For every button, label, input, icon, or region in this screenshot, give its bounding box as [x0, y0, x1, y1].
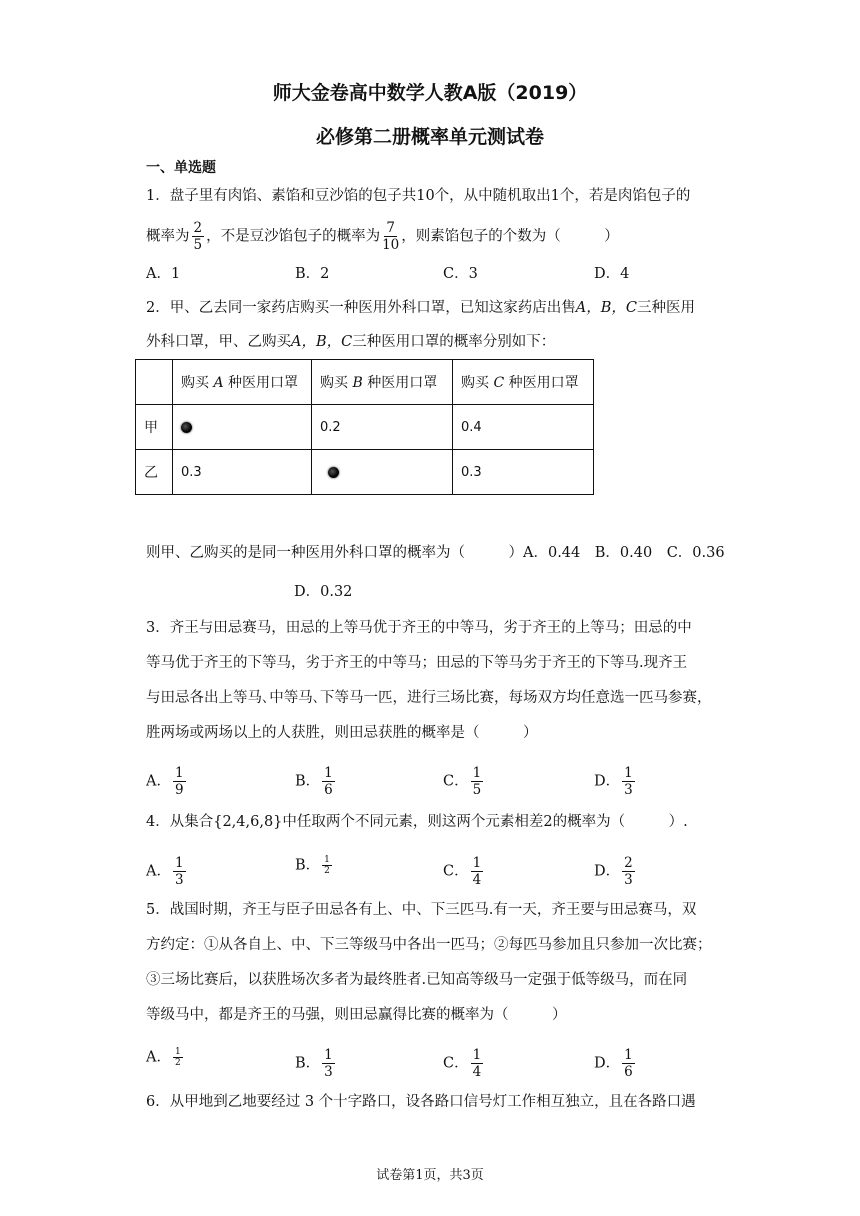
- q4-option-a[interactable]: A． $\frac{1}{3}$: [146, 855, 184, 888]
- q3-option-b[interactable]: B． $\frac{1}{6}$: [295, 765, 333, 798]
- q5-option-a[interactable]: A． $\frac{1}{2}$: [146, 1047, 181, 1068]
- q1-line1: 1．盘子里有肉馅、素馅和豆沙馅的包子共10个，从中随机取出1个，若是肉馅包子的: [146, 188, 691, 204]
- blank-dot-cell: [173, 405, 312, 450]
- table-row: [136, 405, 594, 450]
- q1-f1-den: 5: [193, 237, 203, 253]
- q2-text-d: 三种医用口罩的概率分别如下：: [352, 334, 556, 350]
- q1-text-b: ，不是豆沙馅包子的概率为: [206, 228, 381, 245]
- exam-title: 师大金卷高中数学人教A版（2019）: [272, 82, 588, 104]
- q1-fraction-2: [382, 220, 399, 253]
- blank-dot-icon: [328, 467, 339, 478]
- q1-text-a: 概率为: [146, 228, 190, 245]
- q6-line1: 6．从甲地到乙地要经过 3 个十字路口，设各路口信号灯工作相互独立，且在各路口遇: [146, 1094, 696, 1110]
- blank-dot-icon: [181, 422, 192, 433]
- q5-line3: ③三场比赛后，以获胜场次多者为最终胜者.已知高等级马一定强于低等级马，而在同: [146, 972, 688, 988]
- q5-line1: 5．战国时期，齐王与臣子田忌各有上、中、下三匹马.有一天，齐王要与田忌赛马，双: [146, 902, 697, 918]
- q1-option-d[interactable]: D．4: [594, 266, 630, 282]
- q1-f1-num: 2: [193, 220, 203, 236]
- q1-fraction-1: [192, 220, 205, 253]
- q4-line1: 4．从集合{2,4,6,8}中任取两个不同元素，则这两个元素相差2的概率为（ ）.: [146, 814, 688, 830]
- table-corner-cell: [136, 360, 173, 405]
- q3-option-c[interactable]: C． $\frac{1}{5}$: [443, 765, 482, 798]
- q5-line2: 方约定：①从各自上、中、下三等级马中各出一匹马；②每匹马参加且只参加一次比赛；: [146, 937, 712, 953]
- q3-option-d[interactable]: D． $\frac{1}{3}$: [594, 765, 633, 798]
- q4-option-b[interactable]: B． $\frac{1}{2}$: [295, 855, 330, 876]
- table-cell: 0.3: [173, 450, 312, 495]
- q3-line1: 3．齐王与田忌赛马，田忌的上等马优于齐王的中等马，劣于齐王的上等马；田忌的中: [146, 620, 692, 636]
- header-b: 购买 B 种医用口罩: [312, 360, 453, 405]
- q2-text-b: 三种医用: [636, 300, 695, 316]
- table-cell: 0.3: [453, 450, 594, 495]
- q1-option-c[interactable]: C．3: [443, 266, 478, 282]
- table-row: [136, 450, 594, 495]
- q2-text-a: 2．甲、乙去同一家药店购买一种医用外科口罩，已知这家药店出售: [146, 300, 576, 316]
- q3-line3: 与田忌各出上等马､中等马､下等马一匹，进行三场比赛，每场双方均任意选一匹马参赛，: [146, 690, 712, 706]
- q3-line4: 胜两场或两场以上的人获胜，则田忌获胜的概率是（ ）: [146, 725, 538, 741]
- header-c: 购买 C 种医用口罩: [453, 360, 594, 405]
- blank-dot-cell: [312, 450, 453, 495]
- q1-line2: [146, 220, 619, 253]
- q4-option-c[interactable]: C． $\frac{1}{4}$: [443, 855, 482, 888]
- q2-abc-2: A，B，C: [291, 334, 353, 350]
- q2-line2: [146, 332, 555, 352]
- header-a: 购买 A 种医用口罩: [173, 360, 312, 405]
- q2-stem: 则甲、乙购买的是同一种医用外科口罩的概率为（ ）A．0.44 B．0.40 C．0.36: [146, 545, 725, 561]
- table-cell: 0.2: [312, 405, 453, 450]
- section-heading: 一、单选题: [146, 160, 216, 176]
- table-cell: 0.4: [453, 405, 594, 450]
- row-label-jia: 甲: [136, 405, 173, 450]
- page-footer: 试卷第1页，共3页: [376, 1168, 484, 1183]
- q1-f2-den: 10: [382, 237, 400, 253]
- q2-abc-1: A，B，C: [575, 300, 637, 316]
- q1-text-c: ，则素馅包子的个数为（ ）: [401, 228, 619, 245]
- q2-option-d[interactable]: D．0.32: [294, 584, 353, 600]
- q3-option-a[interactable]: A． $\frac{1}{9}$: [146, 765, 184, 798]
- q2-line1: [146, 298, 695, 318]
- q1-option-b[interactable]: B．2: [295, 266, 330, 282]
- q5-line4: 等级马中，都是齐王的马强，则田忌赢得比赛的概率为（ ）: [146, 1007, 567, 1023]
- q5-option-d[interactable]: D． $\frac{1}{6}$: [594, 1047, 633, 1080]
- q1-f2-num: 7: [386, 220, 395, 236]
- q3-line2: 等马优于齐王的下等马，劣于齐王的中等马；田忌的下等马劣于齐王的下等马.现齐王: [146, 655, 688, 671]
- row-label-yi: 乙: [136, 450, 173, 495]
- q5-option-b[interactable]: B． $\frac{1}{3}$: [295, 1047, 333, 1080]
- probability-table: [135, 359, 594, 495]
- q2-text-c: 外科口罩，甲、乙购买: [146, 334, 291, 350]
- exam-subtitle: 必修第二册概率单元测试卷: [315, 126, 544, 148]
- q4-option-d[interactable]: D． $\frac{2}{3}$: [594, 855, 633, 888]
- q5-option-c[interactable]: C． $\frac{1}{4}$: [443, 1047, 482, 1080]
- q1-option-a[interactable]: A．1: [146, 266, 181, 282]
- table-header-row: [136, 360, 594, 405]
